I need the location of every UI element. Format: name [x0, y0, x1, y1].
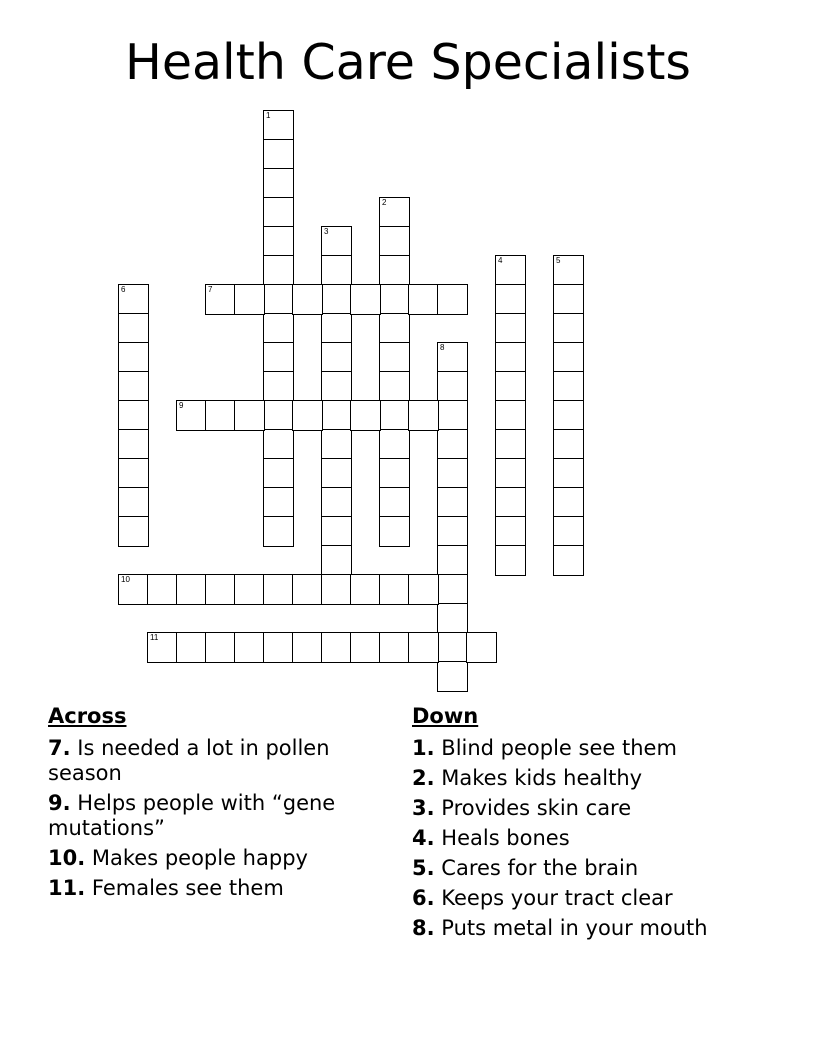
grid-cell[interactable] — [350, 574, 381, 605]
grid-cell[interactable] — [437, 342, 468, 373]
grid-cell[interactable] — [321, 574, 352, 605]
grid-cell[interactable] — [437, 632, 468, 663]
down-clues — [412, 702, 772, 946]
grid-cell[interactable] — [437, 603, 468, 634]
grid-cell[interactable] — [234, 284, 265, 315]
grid-cell[interactable] — [553, 371, 584, 402]
grid-cell[interactable] — [147, 632, 178, 663]
grid-cell[interactable] — [553, 313, 584, 344]
grid-cell[interactable] — [553, 545, 584, 576]
grid-cell[interactable] — [205, 284, 236, 315]
clue-text: Provides skin care — [441, 796, 632, 820]
grid-cell[interactable] — [379, 516, 410, 547]
grid-cell[interactable] — [118, 284, 149, 315]
grid-cell[interactable] — [263, 197, 294, 228]
grid-cell-number: 7 — [208, 285, 213, 294]
grid-cell[interactable] — [495, 342, 526, 373]
clue-number: 4. — [412, 826, 435, 850]
clue-number: 11. — [48, 876, 86, 900]
grid-cell[interactable] — [263, 226, 294, 257]
grid-cell[interactable] — [553, 400, 584, 431]
grid-cell-number: 11 — [150, 633, 159, 642]
grid-cell[interactable] — [321, 342, 352, 373]
grid-cell[interactable] — [553, 342, 584, 373]
clue-down-8 — [412, 916, 772, 941]
grid-cell[interactable] — [553, 487, 584, 518]
grid-cell[interactable] — [118, 342, 149, 373]
grid-cell[interactable] — [118, 574, 149, 605]
clue-text: Keeps your tract clear — [441, 886, 673, 910]
clue-number: 6. — [412, 886, 435, 910]
grid-cell[interactable] — [263, 255, 294, 286]
grid-cell[interactable] — [321, 313, 352, 344]
down-heading: Down — [412, 704, 479, 728]
grid-cell[interactable] — [118, 400, 149, 431]
grid-cell[interactable] — [437, 574, 468, 605]
grid-cell[interactable] — [292, 574, 323, 605]
grid-cell[interactable] — [263, 139, 294, 170]
grid-cell[interactable] — [379, 226, 410, 257]
grid-cell[interactable] — [350, 632, 381, 663]
grid-cell[interactable] — [437, 400, 468, 431]
grid-cell[interactable] — [437, 545, 468, 576]
grid-cell[interactable] — [466, 632, 497, 663]
clue-text: Blind people see them — [441, 736, 677, 760]
grid-cell[interactable] — [495, 371, 526, 402]
clue-number: 1. — [412, 736, 435, 760]
grid-cell[interactable] — [263, 168, 294, 199]
grid-cell[interactable] — [263, 284, 294, 315]
clue-number: 10. — [48, 846, 86, 870]
grid-cell-number: 9 — [179, 401, 184, 410]
grid-cell[interactable] — [379, 400, 410, 431]
grid-cell[interactable] — [321, 458, 352, 489]
grid-cell[interactable] — [321, 545, 352, 576]
grid-cell[interactable] — [205, 400, 236, 431]
grid-cell[interactable] — [379, 574, 410, 605]
grid-cell[interactable] — [292, 632, 323, 663]
grid-cell-number: 1 — [266, 111, 271, 120]
grid-cell[interactable] — [118, 487, 149, 518]
clue-across-10 — [48, 846, 378, 871]
grid-cell[interactable] — [263, 429, 294, 460]
grid-cell[interactable] — [379, 284, 410, 315]
grid-cell[interactable] — [263, 632, 294, 663]
grid-cell[interactable] — [321, 371, 352, 402]
grid-cell[interactable] — [379, 342, 410, 373]
grid-cell[interactable] — [408, 574, 439, 605]
grid-cell[interactable] — [234, 574, 265, 605]
grid-cell-number: 10 — [121, 575, 130, 584]
grid-cell[interactable] — [321, 284, 352, 315]
grid-cell[interactable] — [495, 313, 526, 344]
clue-across-9 — [48, 791, 378, 841]
grid-cell[interactable] — [408, 400, 439, 431]
grid-cell[interactable] — [263, 487, 294, 518]
grid-cell[interactable] — [321, 516, 352, 547]
clue-text: Cares for the brain — [441, 856, 639, 880]
grid-cell[interactable] — [263, 313, 294, 344]
clue-text: Puts metal in your mouth — [441, 916, 708, 940]
grid-cell[interactable] — [437, 516, 468, 547]
grid-cell[interactable] — [205, 632, 236, 663]
grid-cell[interactable] — [263, 371, 294, 402]
clue-number: 5. — [412, 856, 435, 880]
grid-cell[interactable] — [292, 400, 323, 431]
clue-down-1 — [412, 736, 772, 761]
grid-cell[interactable] — [176, 632, 207, 663]
grid-cell[interactable] — [292, 284, 323, 315]
grid-cell-number: 6 — [121, 285, 126, 294]
grid-cell[interactable] — [437, 661, 468, 692]
grid-cell[interactable] — [147, 574, 178, 605]
grid-cell[interactable] — [350, 400, 381, 431]
clue-number: 8. — [412, 916, 435, 940]
grid-cell[interactable] — [408, 632, 439, 663]
grid-cell[interactable] — [234, 400, 265, 431]
across-clues — [48, 702, 378, 906]
grid-cell[interactable] — [495, 487, 526, 518]
grid-cell[interactable] — [495, 516, 526, 547]
grid-cell[interactable] — [263, 458, 294, 489]
grid-cell[interactable] — [176, 574, 207, 605]
grid-cell-number: 5 — [556, 256, 561, 265]
grid-cell[interactable] — [495, 545, 526, 576]
clue-text: Heals bones — [441, 826, 570, 850]
grid-cell[interactable] — [118, 371, 149, 402]
grid-cell[interactable] — [263, 574, 294, 605]
grid-cell[interactable] — [234, 632, 265, 663]
clue-number: 2. — [412, 766, 435, 790]
clue-across-11 — [48, 876, 378, 901]
grid-cell-number: 3 — [324, 227, 329, 236]
clue-text: Helps people with “gene mutations” — [48, 791, 336, 840]
grid-cell[interactable] — [437, 458, 468, 489]
grid-cell[interactable] — [321, 429, 352, 460]
grid-cell[interactable] — [379, 458, 410, 489]
grid-cell[interactable] — [321, 400, 352, 431]
grid-cell[interactable] — [379, 255, 410, 286]
clue-text: Is needed a lot in pollen season — [48, 736, 330, 785]
grid-cell-number: 8 — [440, 343, 445, 352]
grid-cell-number: 2 — [382, 198, 387, 207]
clue-down-2 — [412, 766, 772, 791]
grid-cell[interactable] — [118, 429, 149, 460]
grid-cell[interactable] — [118, 516, 149, 547]
grid-cell[interactable] — [118, 458, 149, 489]
grid-cell[interactable] — [379, 429, 410, 460]
grid-cell[interactable] — [553, 429, 584, 460]
grid-cell[interactable] — [495, 429, 526, 460]
grid-cell[interactable] — [321, 632, 352, 663]
grid-cell[interactable] — [379, 197, 410, 228]
clue-number: 7. — [48, 736, 71, 760]
grid-cell[interactable] — [553, 458, 584, 489]
grid-cell[interactable] — [437, 429, 468, 460]
grid-cell[interactable] — [379, 313, 410, 344]
clue-down-3 — [412, 796, 772, 821]
grid-cell[interactable] — [321, 226, 352, 257]
grid-cell[interactable] — [408, 284, 439, 315]
grid-cell[interactable] — [495, 255, 526, 286]
clue-across-7 — [48, 736, 378, 786]
grid-cell[interactable] — [118, 313, 149, 344]
grid-cell[interactable] — [263, 110, 294, 141]
grid-cell[interactable] — [176, 400, 207, 431]
clue-down-4 — [412, 826, 772, 851]
puzzle-title: Health Care Specialists — [125, 34, 691, 91]
grid-cell[interactable] — [495, 458, 526, 489]
grid-cell[interactable] — [379, 371, 410, 402]
grid-cell[interactable] — [379, 632, 410, 663]
grid-cell[interactable] — [553, 516, 584, 547]
grid-cell[interactable] — [553, 255, 584, 286]
clue-number: 3. — [412, 796, 435, 820]
clue-text: Makes kids healthy — [441, 766, 643, 790]
grid-cell[interactable] — [437, 284, 468, 315]
grid-cell[interactable] — [205, 574, 236, 605]
grid-cell[interactable] — [263, 400, 294, 431]
grid-cell[interactable] — [263, 342, 294, 373]
grid-cell[interactable] — [495, 284, 526, 315]
grid-cell[interactable] — [350, 284, 381, 315]
clue-number: 9. — [48, 791, 71, 815]
clue-text: Females see them — [91, 876, 284, 900]
grid-cell[interactable] — [437, 487, 468, 518]
clue-text: Makes people happy — [91, 846, 308, 870]
grid-cell[interactable] — [495, 400, 526, 431]
grid-cell[interactable] — [553, 284, 584, 315]
clue-down-5 — [412, 856, 772, 881]
grid-cell[interactable] — [321, 487, 352, 518]
grid-cell[interactable] — [263, 516, 294, 547]
across-heading: Across — [48, 704, 127, 728]
grid-cell[interactable] — [437, 371, 468, 402]
grid-cell-number: 4 — [498, 256, 503, 265]
grid-cell[interactable] — [379, 487, 410, 518]
grid-cell[interactable] — [321, 255, 352, 286]
clue-down-6 — [412, 886, 772, 911]
